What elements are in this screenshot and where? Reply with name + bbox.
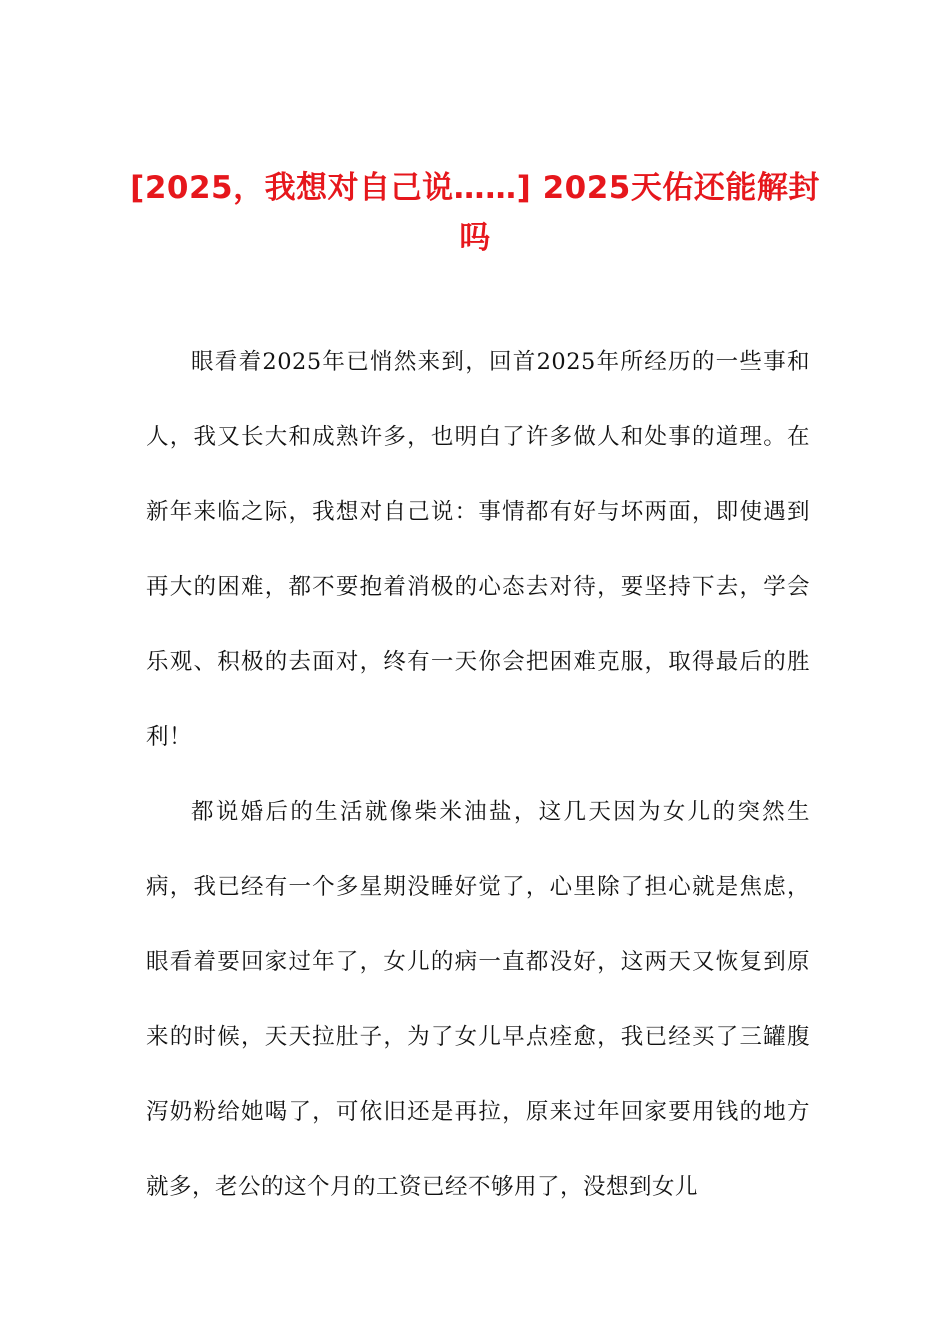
paragraph-2: 都说婚后的生活就像柴米油盐，这几天因为女儿的突然生病，我已经有一个多星期没睡好觉了，心里除了担心就是焦虑，眼看着要回家过年了，女儿的病一直都没好，这两天又恢复到原来的时候，天天拉肚子，为了女儿早点痊愈，我已经买了三罐腹泻奶粉给她喝了，可依旧还是再拉，原来过年回家要用钱的地方就多，老公的这个月的工资已经不够用了，没想到女儿 [146,799,810,1200]
paragraph-1: 眼看着2025年已悄然来到，回首2025年所经历的一些事和人，我又长大和成熟许多，也明白了许多做人和处事的道理。在新年来临之际，我想对自己说：事情都有好与坏两面，即使遇到再大的困难，都不要抱着消极的心态去对待，要坚持下去，学会乐观、积极的去面对，终有一天你会把困难克服，取得最后的胜利！ [146,349,810,750]
document-body [146,325,810,1225]
document-title: [2025，我想对自己说……] 2025天佑还能解封吗 [130,169,820,256]
